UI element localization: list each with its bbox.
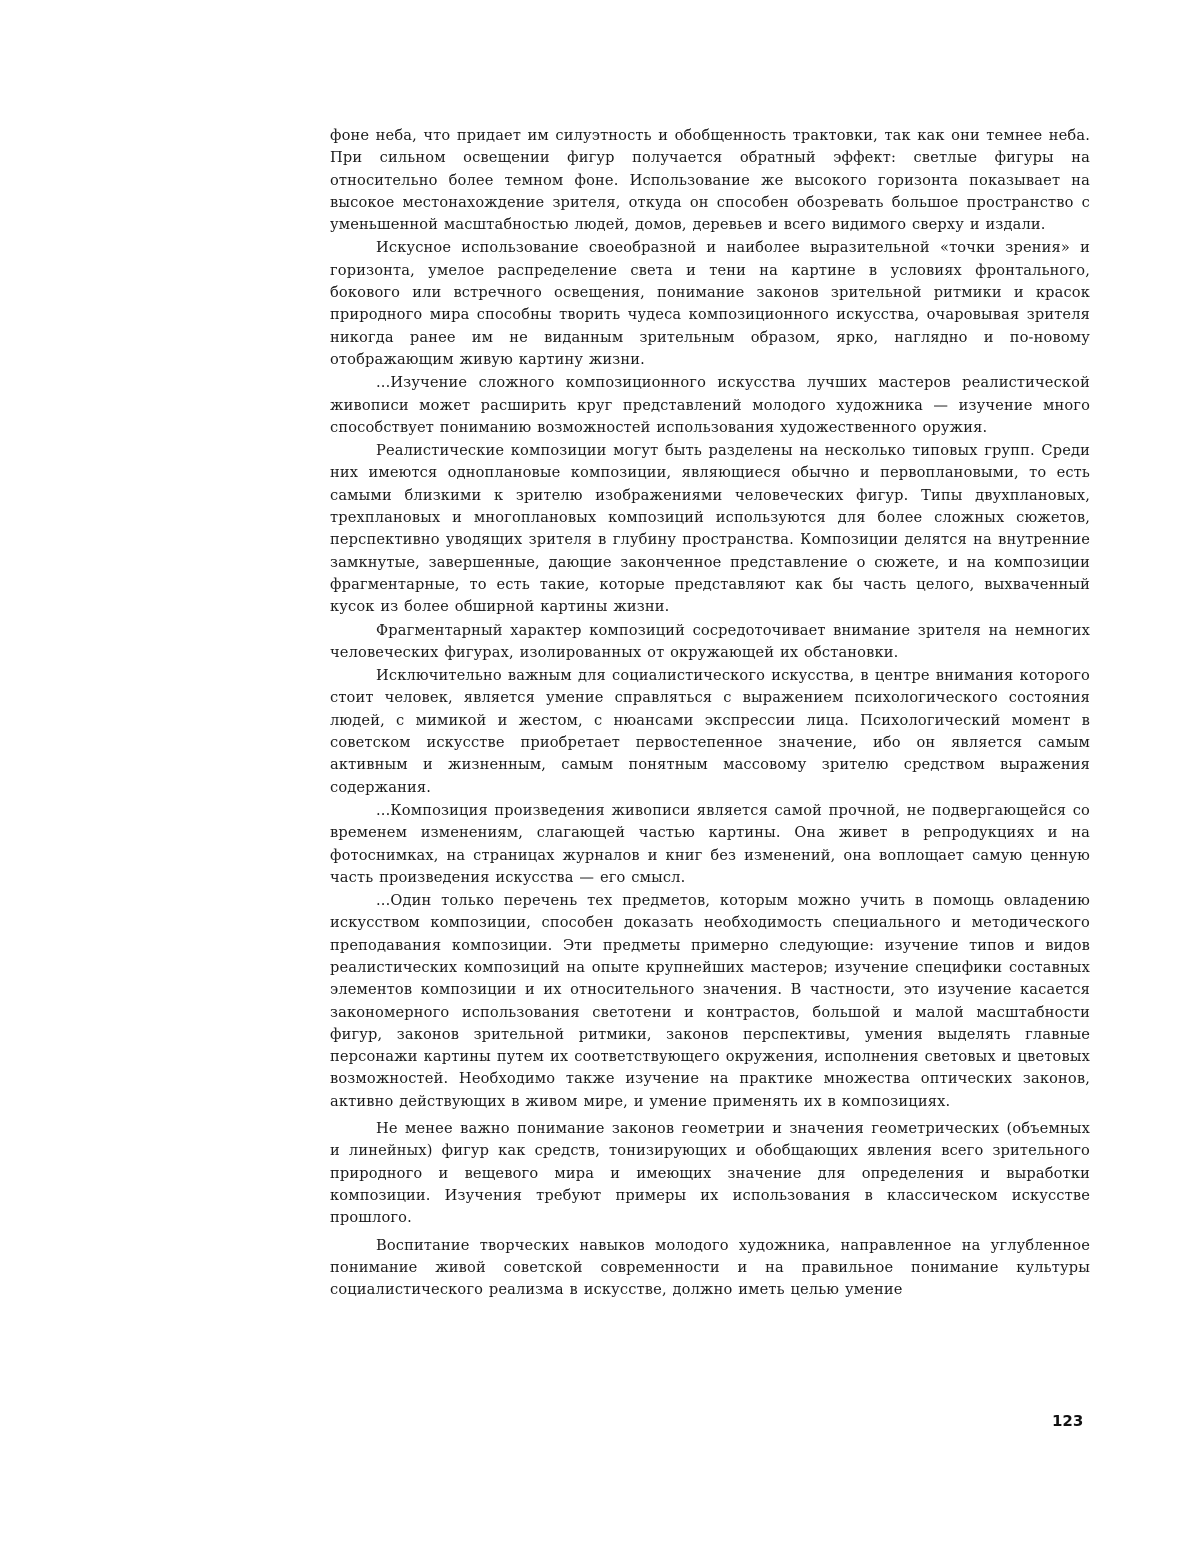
page-body xyxy=(330,125,1090,1301)
paragraph-8: ...Один только перечень тех предметов, которым можно учить в помощь овладению искусством композиции, способен доказать необходимость специального и методического преподавания композиции. Эти предметы примерно следующие: изучение типов и видов реалистических композиций на опыте крупнейших мастеров; изучение специфики составных элементов композиции и их относительного значения. В частности, это изучение касается закономерного использования светотени и контрастов, большой и малой масштабности фигур, законов зрительной ритмики, законов перспективы, умения выделять главные персонажи картины путем их соответствующего окружения, исполнения световых и цветовых возможностей. Необходимо также изучение на практике множества оптических законов, активно действующих в живом мире, и умение применять их в композициях. xyxy=(330,890,1090,1113)
paragraph-2: Искусное использование своеобразной и наиболее выразительной «точки зрения» и горизонта, умелое распределение света и тени на картине в условиях фронтального, бокового или встречного освещения, понимание законов зрительной ритмики и красок природного мира способны творить чудеса композиционного искусства, очаровывая зрителя никогда ранее им не виданным зрительным образом, ярко, наглядно и по-новому отображающим живую картину жизни. xyxy=(330,237,1090,371)
paragraph-5: Фрагментарный характер композиций сосредоточивает внимание зрителя на немногих человеческих фигурах, изолированных от окружающей их обстановки. xyxy=(330,620,1090,665)
body-text xyxy=(330,125,1090,1301)
paragraph-1: фоне неба, что придает им силуэтность и обобщенность трактовки, так как они темнее неба. При сильном освещении фигур получается обратный эффект: светлые фигуры на относительно более темном фоне. Использование же высокого горизонта показывает на высокое местонахождение зрителя, откуда он способен обозревать большое пространство с уменьшенной масштабностью людей, домов, деревьев и всего видимого сверху и издали. xyxy=(330,125,1090,236)
page-number: 123 xyxy=(1052,1412,1083,1430)
paragraph-3: ...Изучение сложного композиционного искусства лучших мастеров реалистической живописи может расширить круг представлений молодого художника — изучение много способствует пониманию возможностей использования художественного оружия. xyxy=(330,372,1090,439)
paragraph-9: Не менее важно понимание законов геометрии и значения геометрических (объемных и линейных) фигур как средств, тонизирующих и обобщающих явления всего зрительного природного и вещевого мира и имеющих значение для определения и выработки композиции. Изучения требуют примеры их использования в классическом искусстве прошлого. xyxy=(330,1118,1090,1229)
paragraph-7: ...Композиция произведения живописи является самой прочной, не подвергающейся со временем изменениям, слагающей частью картины. Она живет в репродукциях и на фотоснимках, на страницах журналов и книг без изменений, она воплощает самую ценную часть произведения искусства — его смысл. xyxy=(330,800,1090,889)
paragraph-6: Исключительно важным для социалистического искусства, в центре внимания которого стоит человек, является умение справляться с выражением психологического состояния людей, с мимикой и жестом, с нюансами экспрессии лица. Психологический момент в советском искусстве приобретает первостепенное значение, ибо он является самым активным и жизненным, самым понятным массовому зрителю средством выражения содержания. xyxy=(330,665,1090,799)
paragraph-4: Реалистические композиции могут быть разделены на несколько типовых групп. Среди них имеются одноплановые композиции, являющиеся обычно и первоплановыми, то есть самыми близкими к зрителю изображениями человеческих фигур. Типы двухплановых, трехплановых и многоплановых композиций используются для более сложных сюжетов, перспективно уводящих зрителя в глубину пространства. Композиции делятся на внутренние замкнутые, завершенные, дающие законченное представление о сюжете, и на композиции фрагментарные, то есть такие, которые представляют как бы часть целого, выхваченный кусок из более обширной картины жизни. xyxy=(330,440,1090,618)
paragraph-10: Воспитание творческих навыков молодого художника, направленное на углубленное понимание живой советской современности и на правильное понимание культуры социалистического реализма в искусстве, должно иметь целью умение xyxy=(330,1235,1090,1302)
